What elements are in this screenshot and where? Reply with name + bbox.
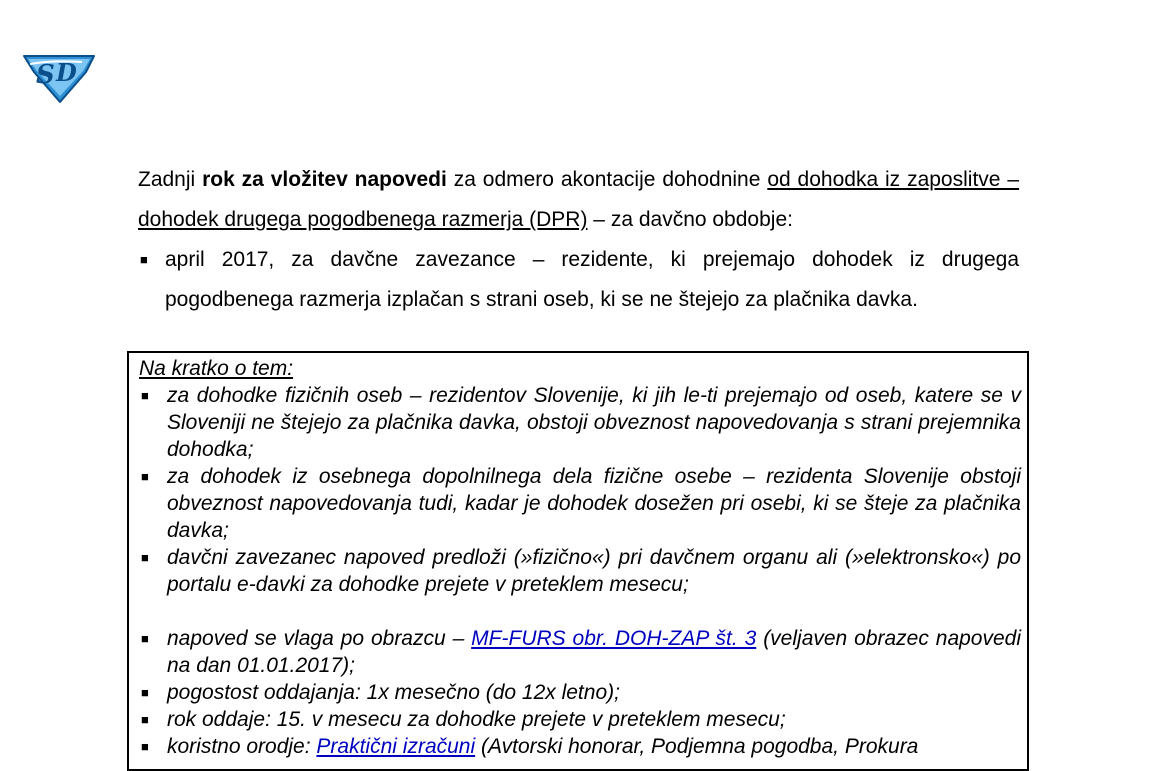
- bullet-icon: ■: [141, 685, 149, 700]
- list-item: [139, 463, 1021, 544]
- income-type-underlined: od dohodka iz zaposlitve – dohodek drugega pogodbenega razmerja (DPR): [138, 168, 1020, 231]
- list-item-text: koristno orodje:: [167, 735, 317, 758]
- company-logo: [22, 50, 96, 104]
- summary-list: [139, 382, 1021, 598]
- intro-text: – za davčno obdobje:: [587, 208, 793, 231]
- deadline-bold-text: rok za vložitev napovedi: [202, 168, 447, 191]
- intro-paragraph: [138, 160, 1019, 240]
- list-item-text: (Avtorski honorar, Podjemna pogodba, Prokura: [475, 735, 919, 758]
- list-item-text: napoved se vlaga po obrazcu –: [167, 627, 472, 650]
- bullet-icon: ■: [141, 739, 149, 754]
- list-item: [139, 679, 1021, 706]
- list-item-text: za dohodke fizičnih oseb – rezidentov Slovenije, ki jih le-ti prejemajo od oseb, katere se v Sloveniji ne štejejo za plačnika davka, obstoji obveznost napovedovanja s strani prejemnika dohodka;: [167, 384, 1021, 461]
- intro-section: [138, 160, 1019, 320]
- list-item: [139, 706, 1021, 733]
- list-item: [139, 625, 1021, 679]
- bullet-icon: ■: [141, 550, 149, 565]
- summary-list-2: [139, 625, 1021, 760]
- bullet-icon: ■: [140, 252, 148, 267]
- svg-text:S: S: [36, 60, 55, 90]
- bullet-icon: ■: [141, 631, 149, 646]
- list-item: [139, 544, 1021, 598]
- summary-box: [127, 351, 1029, 771]
- bullet-icon: ■: [141, 388, 149, 403]
- list-item-text: davčni zavezanec napoved predloži (»fizično«) pri davčnem organu ali (»elektronsko«) po portalu e-davki za dohodke prejete v preteklem mesecu;: [167, 546, 1021, 596]
- intro-text: Zadnji: [138, 168, 203, 191]
- list-item-text: pogostost oddajanja: 1x mesečno (do 12x letno);: [167, 681, 620, 704]
- deadline-list: [138, 240, 1019, 320]
- list-item-text: (veljaven obrazec napovedi na dan 01.01.2017);: [167, 627, 1022, 677]
- summary-title: Na kratko o tem:: [139, 357, 294, 380]
- bullet-icon: ■: [141, 469, 149, 484]
- list-item: [139, 382, 1021, 463]
- svg-text:D: D: [56, 58, 77, 87]
- bullet-icon: ■: [141, 712, 149, 727]
- list-item-text: za dohodek iz osebnega dopolnilnega dela fizične osebe – rezidenta Slovenije obstoji obveznost napovedovanja tudi, kadar je dohodek dosežen pri osebi, ki se šteje za plačnika davka;: [167, 465, 1021, 542]
- list-item-text: april 2017, za davčne zavezance – rezidente, ki prejemajo dohodek iz drugega pogodbenega razmerja izplačan s strani oseb, ki se ne štejejo za plačnika davka.: [165, 248, 1019, 311]
- list-item: [139, 733, 1021, 760]
- list-item: [138, 240, 1019, 320]
- form-link[interactable]: MF-FURS obr. DOH-ZAP št. 3: [471, 627, 757, 650]
- calculations-link[interactable]: Praktični izračuni: [316, 735, 476, 758]
- intro-text: za odmero akontacije dohodnine: [446, 168, 768, 191]
- list-item-text: rok oddaje: 15. v mesecu za dohodke prejete v preteklem mesecu;: [167, 708, 786, 731]
